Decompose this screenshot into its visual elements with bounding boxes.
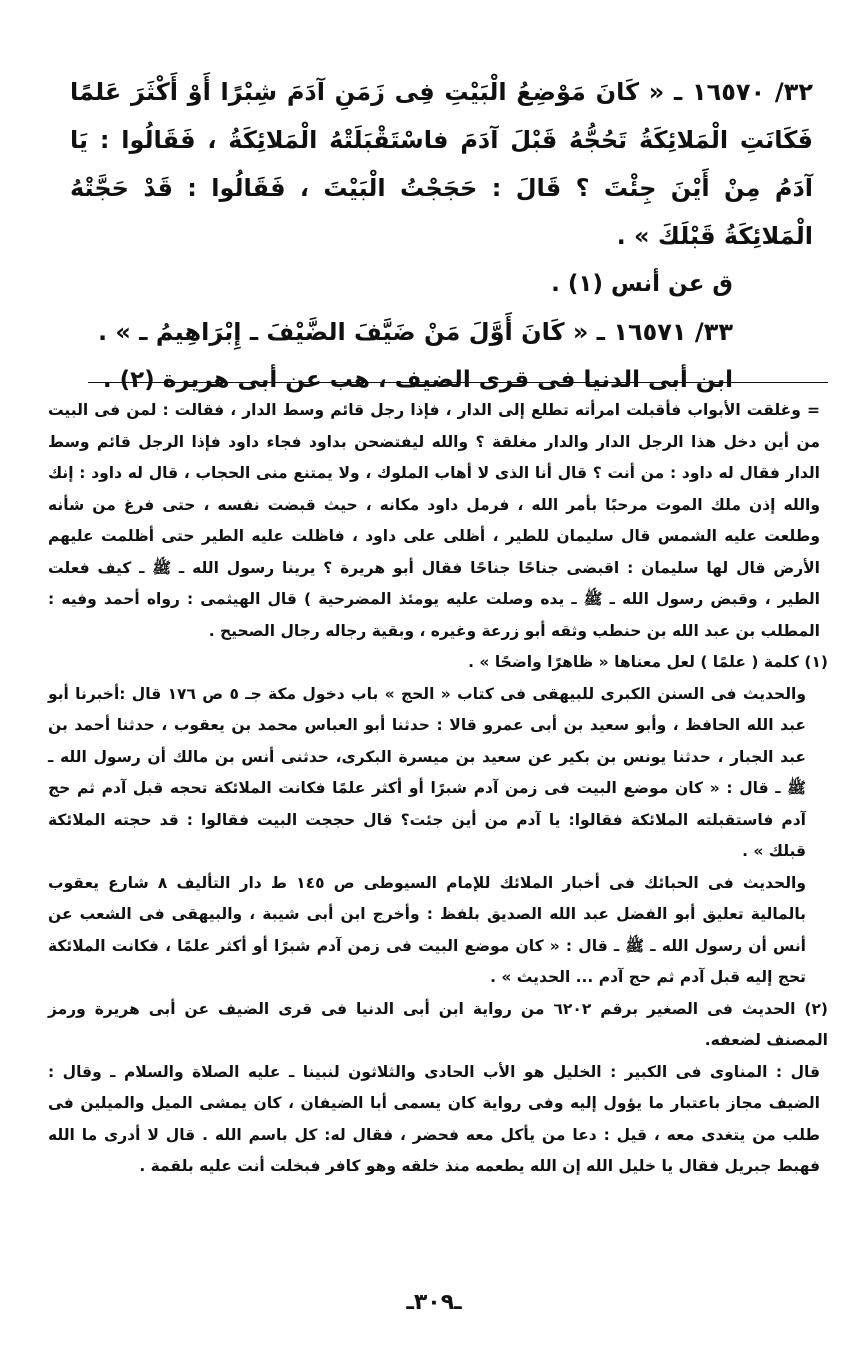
hadith-32-source: ق عن أنس (١) . xyxy=(551,271,733,297)
main-text xyxy=(70,68,813,404)
footnote-continuation: = وغلقت الأبواب فأقبلت امرأته تطلع إلى الدار ، فإذا رجل قائم وسط الدار ، فقالت : لمن فى البيت من أين دخل هذا الرجل الدار والدار مغلقة ؟ والله ليفتضحن بداود فجاء داود فإذا الرجل قائم وسط الدار فقال له داود : من أنت ؟ قال أنا الذى لا أهاب الملوك ، ولا يمتنع منى الحجاب ، قال له داود : إنك والله إذن ملك الموت مرحبًا بأمر الله ، فرمل داود مكانه ، حيث قبضت نفسه ، حتى فرغ من شأنه وطلعت عليه الشمس قال سليمان للطير ، أظلى على داود ، فاظلت عليه الطير حتى أظلمت عليهم الأرض قال لها سليمان : اقبضى جناحًا جناحًا فقال أبو هريرة ؟ يرينا رسول الله ـ ﷺ ـ كيف فعلت الطير ، وقبض رسول الله ـ ﷺ ـ يده وصلت عليه يومئذ المضرحية ) قال الهيثمى : رواه أحمد وفيه : المطلب بن عبد الله بن حنطب وثقه أبو زرعة وغيره ، وبقية رجاله رجال الصحيح . xyxy=(48,401,820,640)
hadith-33: ٣٣/ ١٦٥٧١ ـ « كَانَ أَوَّلَ مَنْ ضَيَّفَ الضَّيْفَ ـ إِبْرَاهِيمُ ـ » . xyxy=(97,318,733,346)
footnote-2-heading: (٢) الحديث فى الصغير برقم ٦٢٠٢ من رواية ابن أبى الدنيا فى قرى الضيف عن أبى هريرة ورمز المصنف لضعفه. xyxy=(48,999,828,1049)
footnote-1-heading: (١) كلمة ( علمًا ) لعل معناها « ظاهرًا واضحًا » . xyxy=(468,653,828,671)
footnote-1-paragraph-2: والحديث فى الحبائك فى أخبار الملائك للإمام السيوطى ص ١٤٥ ط دار التأليف ٨ شارع يعقوب بالمالية تعليق أبو الفضل عبد الله الصديق بلفظ : وأخرج ابن أبى شيبة ، والبيهقى فى الشعب عن أنس أن رسول الله ـ ﷺ ـ قال : « كان موضع البيت فى زمن آدم شبرًا أو أكثر علمًا ، فكانت الملائكة تحج إليه قبل آدم ثم حج آدم ... الحديث » . xyxy=(48,873,806,986)
footnote-1-paragraph-1: والحديث فى السنن الكبرى للبيهقى فى كتاب « الحج » باب دخول مكة جـ ٥ ص ١٧٦ قال :أخبرنا أبو عبد الله الحافظ ، وأبو سعيد بن أبى عمرو قالا : حدثنا أبو العباس محمد بن يعقوب ، حدثنا أحمد بن عبد الجبار ، حدثنا يونس بن بكير عن سعيد بن ميسرة البكرى، حدثنى أنس بن مالك أن رسول الله ـ ﷺ ـ قال : « كان موضع البيت فى زمن آدم شبرًا أو أكثر علمًا فكانت الملائكة تحجه قبل آدم ثم حج آدم فاستقبلته الملائكة فقالوا: يا آدم من أين جئت؟ قال حججت البيت فقالوا : قد حجته الملائكة قبلك » . xyxy=(48,684,806,860)
footnotes xyxy=(48,395,828,1183)
page-number: ـ٣٠٩ـ xyxy=(406,1290,462,1315)
footnote-2-paragraph: قال : المناوى فى الكبير : الخليل هو الأب الحادى والثلاثون لنبينا ـ عليه الصلاة والسلام ـ وقال : الضيف مجاز باعتبار ما يؤول إليه وفى رواية كان يسمى أبا الضيفان ، كان يمشى الميل والميلين فى طلب من يتغدى معه ، قيل : دعا من يأكل معه فحضر ، فقال له: كل باسم الله . قال لا أدرى ما الله فهبط جبريل فقال يا خليل الله إن الله يطعمه منذ خلقه وهو كافر فبخلت أنت عليه بلقمة . xyxy=(48,1062,820,1175)
footnote-divider xyxy=(88,382,828,383)
hadith-32: ٣٢/ ١٦٥٧٠ ـ « كَانَ مَوْضِعُ الْبَيْتِ فِى زَمَنِ آدَمَ شِبْرًا أَوْ أَكْثَرَ عَلمًا فَكَانَتِ الْمَلائِكَةُ تَحُجُّهُ قَبْلَ آدَمَ فاسْتَقْبَلَتْهُ الْمَلائِكَةُ ، فَقَالُوا : يَا آدَمُ مِنْ أَيْنَ جِئْتَ ؟ قَالَ : حَجَجْتُ الْبَيْتَ ، فَقَالُوا : قَدْ حَجَّتْهُ الْمَلائِكَةُ قَبْلَكَ » . xyxy=(70,78,813,250)
hadith-33-source: ابن أبى الدنيا فى قرى الضيف ، هب عن أبى هريرة (٢) . xyxy=(102,367,733,393)
